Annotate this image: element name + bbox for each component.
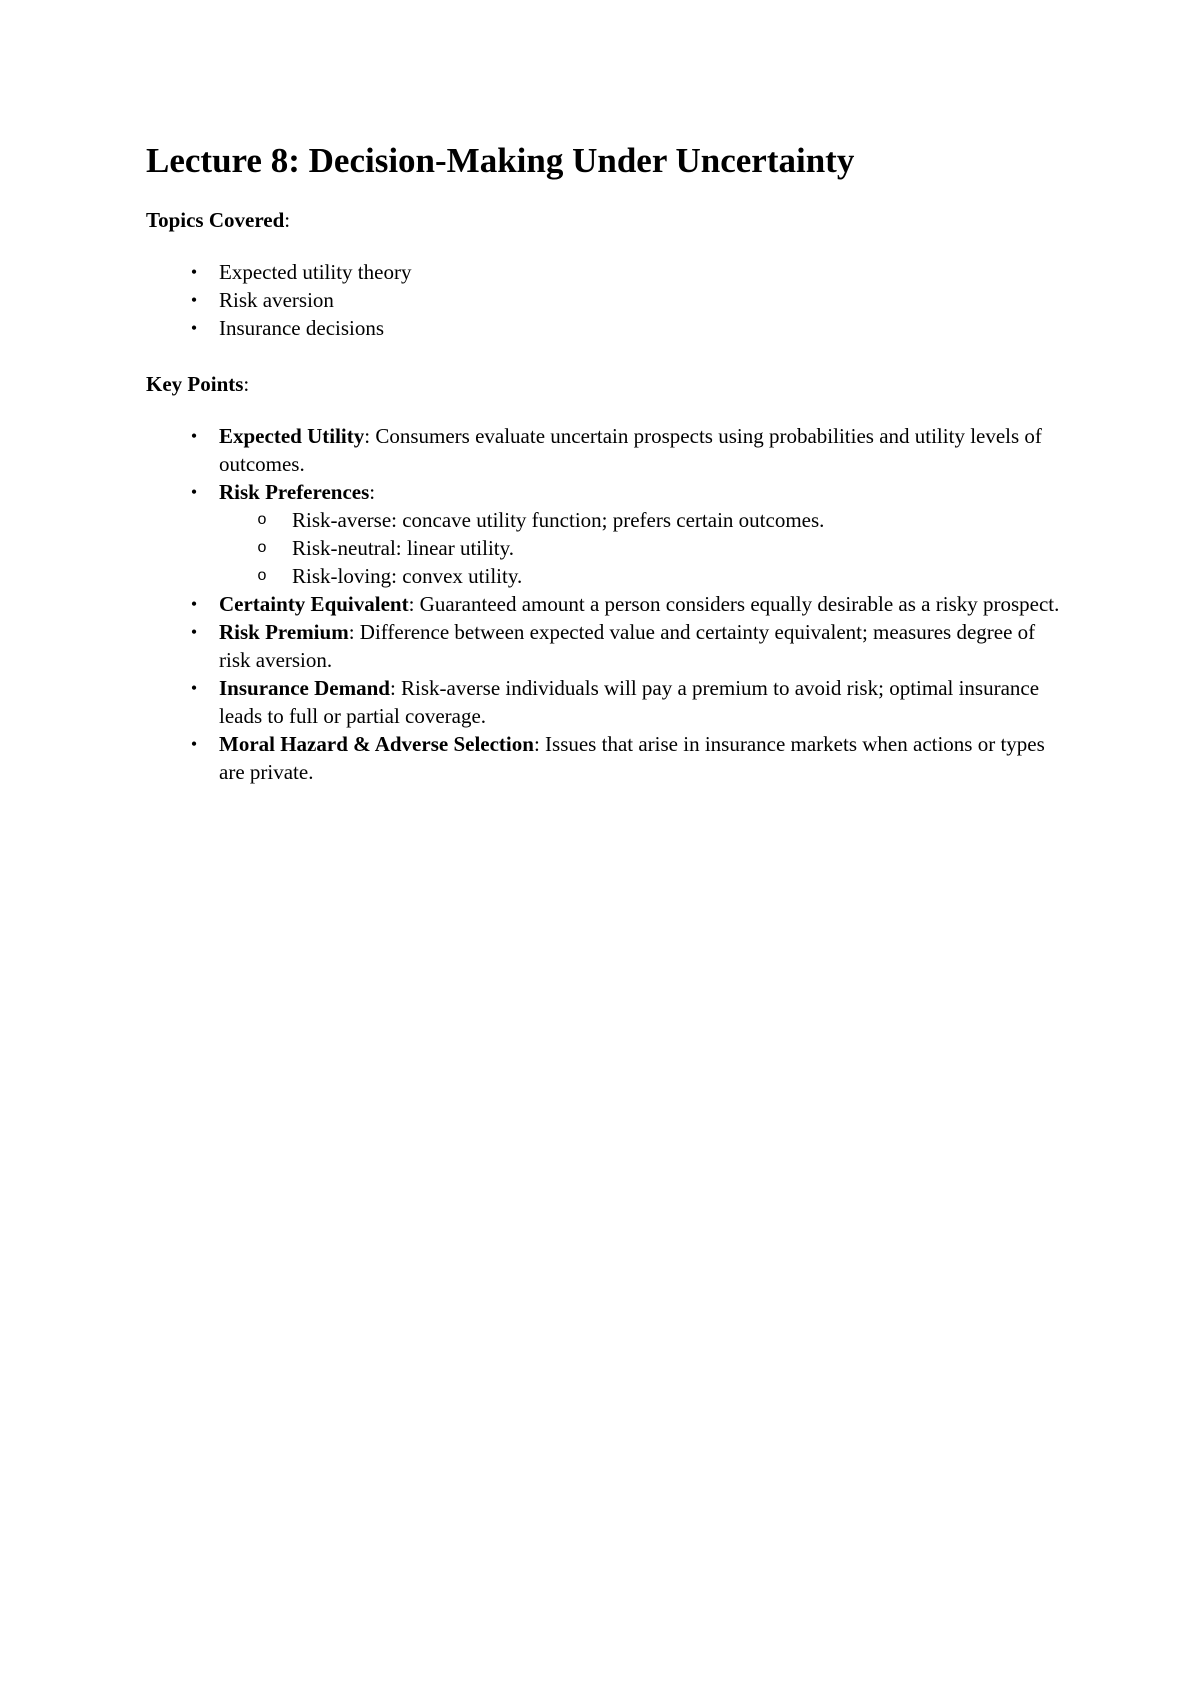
sub-item-text: Risk-neutral: linear utility.: [292, 536, 515, 560]
keypoints-heading-label: Key Points: [146, 372, 244, 396]
bullet-icon: •: [190, 290, 198, 310]
topic-text: Insurance decisions: [219, 316, 385, 340]
keypoint-text: : Difference between expected value and certainty equivalent; measures degree of risk aversion.: [219, 620, 1036, 672]
list-item: [146, 730, 1066, 786]
list-item: [146, 314, 1066, 342]
list-item: [146, 674, 1066, 730]
sub-bullet-icon: o: [257, 539, 267, 556]
topics-heading-colon: :: [284, 208, 291, 232]
bullet-icon: •: [190, 622, 198, 642]
keypoint-term: Certainty Equivalent: [219, 592, 409, 616]
keypoint-term: Expected Utility: [219, 424, 365, 448]
list-item: [146, 478, 1066, 590]
list-item: [146, 286, 1066, 314]
page-title: Lecture 8: Decision-Making Under Uncertainty: [146, 141, 855, 180]
sub-list-item: [146, 534, 1066, 562]
sub-item-text: Risk-averse: concave utility function; prefers certain outcomes.: [292, 508, 825, 532]
keypoint-term: Risk Preferences: [219, 480, 370, 504]
sub-bullet-icon: o: [257, 511, 267, 528]
topics-heading: [146, 206, 1066, 234]
bullet-icon: •: [190, 734, 198, 754]
keypoints-heading: [146, 370, 1066, 398]
keypoints-list: [146, 422, 1066, 786]
keypoint-text: :: [369, 480, 376, 504]
keypoints-heading-colon: :: [243, 372, 250, 396]
keypoint-text: : Risk-averse individuals will pay a premium to avoid risk; optimal insurance leads to full or partial coverage.: [219, 676, 1040, 728]
bullet-icon: •: [190, 426, 198, 446]
bullet-icon: •: [190, 594, 198, 614]
list-item: [146, 618, 1066, 674]
keypoint-term: Moral Hazard & Adverse Selection: [219, 732, 534, 756]
sub-item-text: Risk-loving: convex utility.: [292, 564, 523, 588]
bullet-icon: •: [190, 678, 198, 698]
list-item: [146, 422, 1066, 478]
list-item: [146, 590, 1066, 618]
bullet-icon: •: [190, 318, 198, 338]
topic-text: Risk aversion: [219, 288, 334, 312]
keypoint-text: : Issues that arise in insurance markets when actions or types are private.: [219, 732, 1045, 784]
sub-bullet-icon: o: [257, 567, 267, 584]
sub-list-item: [146, 506, 1066, 534]
document-page: [146, 140, 1066, 814]
sub-list: [219, 506, 1066, 590]
topics-heading-label: Topics Covered: [146, 208, 285, 232]
topic-text: Expected utility theory: [219, 260, 412, 284]
keypoint-term: Risk Premium: [219, 620, 349, 644]
sub-list-item: [146, 562, 1066, 590]
keypoint-term: Insurance Demand: [219, 676, 390, 700]
keypoint-text: : Consumers evaluate uncertain prospects using probabilities and utility levels of outcomes.: [219, 424, 1042, 476]
bullet-icon: •: [190, 482, 198, 502]
bullet-icon: •: [190, 262, 198, 282]
list-item: [146, 258, 1066, 286]
topics-list: [146, 258, 1066, 342]
keypoint-text: : Guaranteed amount a person considers equally desirable as a risky prospect.: [408, 592, 1060, 616]
